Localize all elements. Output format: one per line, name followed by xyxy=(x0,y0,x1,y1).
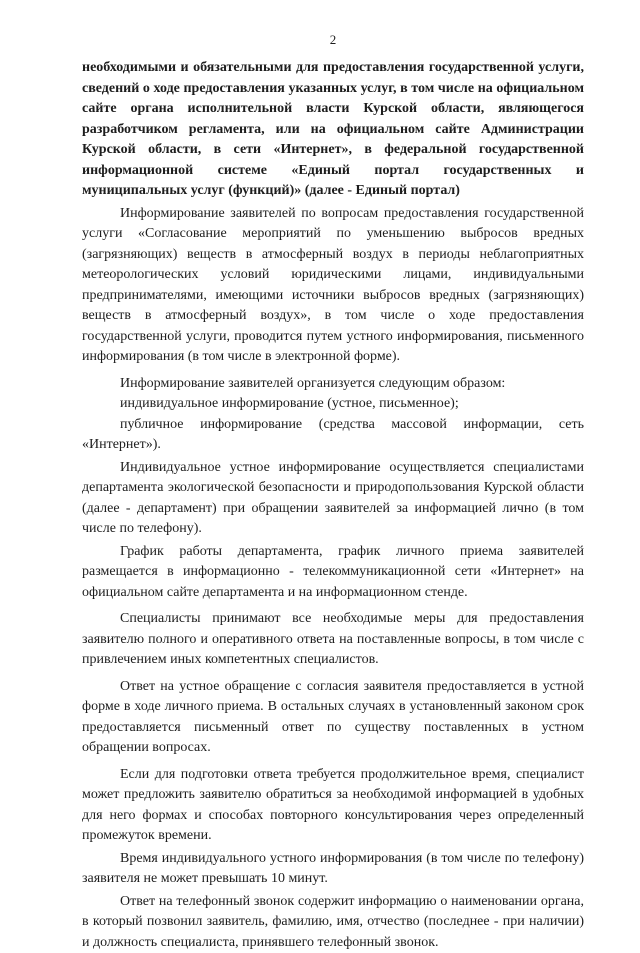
paragraph-public-informing: публичное информирование (средства массовой информации, сеть «Интернет»). xyxy=(82,415,584,456)
paragraph-oral-response: Ответ на устное обращение с согласия заявителя предоставляется в устной форме в ходе личного приема. В остальных случаях в установленный законом срок предоставляется письменный ответ по существу поставленных в устном обращении вопросах. xyxy=(82,677,584,759)
paragraph-preparation-time: Если для подготовки ответа требуется продолжительное время, специалист может предложить заявителю обратиться за необходимой информацией в удобных для него формах и способах повторного консультирования через определенный промежуток времени. xyxy=(82,765,584,847)
page-number: 2 xyxy=(82,32,584,48)
paragraph-phone-response: Ответ на телефонный звонок содержит информацию о наименовании органа, в который позвонил заявитель, фамилию, имя, отчество (последнее - при наличии) и должность специалиста, принявшего телефонный звонок. xyxy=(82,892,584,953)
paragraph-specialists: Специалисты принимают все необходимые меры для предоставления заявителю полного и оперативного ответа на поставленные вопросы, в том числе с привлечением иных компетентных специалистов. xyxy=(82,609,584,671)
paragraph-individual-informing: индивидуальное информирование (устное, письменное); xyxy=(82,394,584,415)
paragraph-time-limit: Время индивидуального устного информирования (в том числе по телефону) заявителя не может превышать 10 минут. xyxy=(82,849,584,890)
paragraph-organization: Информирование заявителей организуется следующим образом: xyxy=(82,374,584,395)
paragraph-schedule: График работы департамента, график личного приема заявителей размещается в информационно - телекоммуникационной сети «Интернет» на официальном сайте департамента и на информационном стенде. xyxy=(82,542,584,604)
paragraph-oral-informing: Индивидуальное устное информирование осуществляется специалистами департамента экологической безопасности и природопользования Курской области (далее - департамент) при обращении заявителей за информацией лично (в том числе по телефону). xyxy=(82,458,584,540)
paragraph-portal-info: необходимыми и обязательными для предоставления государственной услуги, сведений о ходе предоставления указанных услуг, в том числе на официальном сайте органа исполнительной власти Курской области, являющегося разработчиком регламента, или на официальном сайте Администрации Курской области, в сети «Интернет», в федеральной государственной информационной системе «Единый портал государственных и муниципальных услуг (функций)» (далее - Единый портал) xyxy=(82,58,584,202)
paragraph-informing-applicants: Информирование заявителей по вопросам предоставления государственной услуги «Согласование мероприятий по уменьшению выбросов вредных (загрязняющих) веществ в атмосферный воздух в периоды неблагоприятных метеорологических условий юридическими лицами, индивидуальными предпринимателями, имеющими источники выбросов вредных (загрязняющих) веществ в атмосферный воздух», в том числе о ходе предоставления государственной услуги, проводится путем устного информирования, письменного информирования (в том числе в электронной форме). xyxy=(82,204,584,368)
